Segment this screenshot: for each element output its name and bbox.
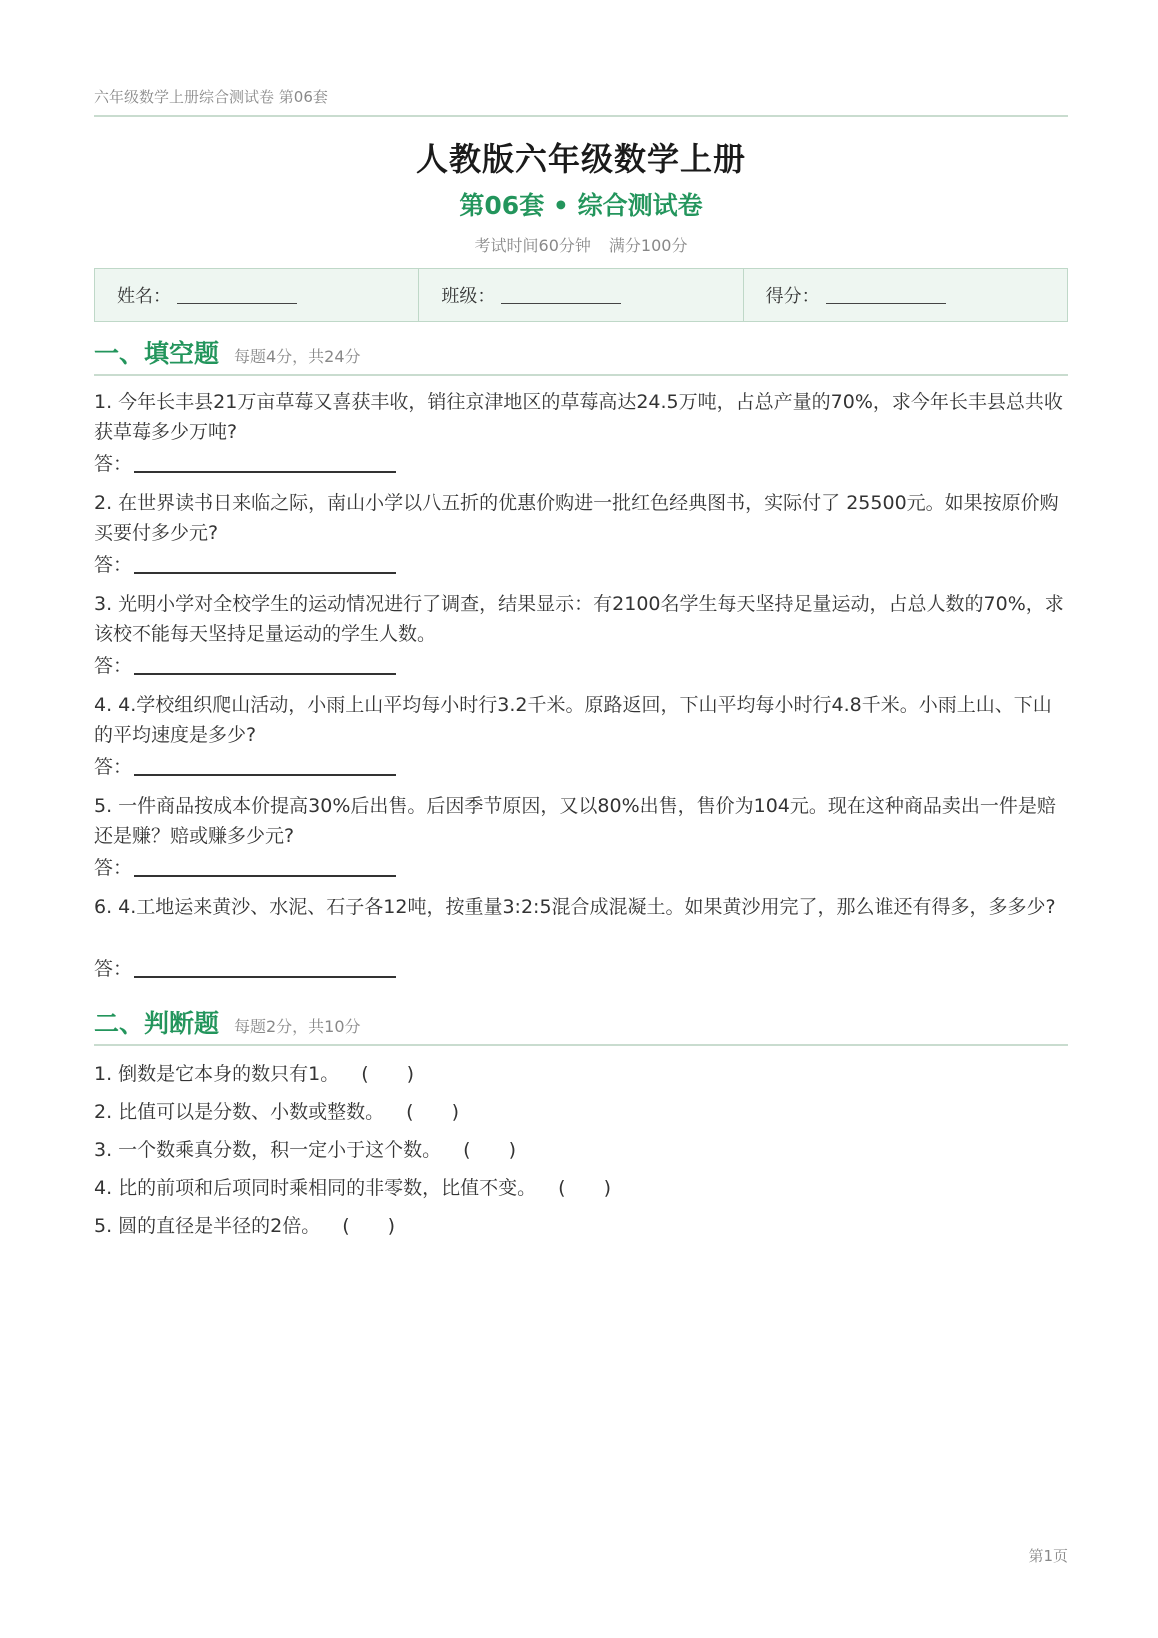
judge-answer-paren[interactable]: ( ) bbox=[558, 1177, 611, 1199]
header-divider bbox=[94, 115, 1068, 117]
answer-blank[interactable] bbox=[134, 875, 396, 877]
judge-answer-paren[interactable]: ( ) bbox=[463, 1139, 516, 1161]
judge-statement: 3. 一个数乘真分数，积一定小于这个数。 bbox=[94, 1139, 442, 1161]
exam-info bbox=[94, 233, 1068, 256]
answer-blank[interactable] bbox=[134, 673, 396, 675]
answer-row[interactable] bbox=[94, 752, 132, 779]
question-item: 3. 光明小学对全校学生的运动情况进行了调查，结果显示：有2100名学生每天坚持足量运动，占总人数的70%，求该校不能每天坚持足量运动的学生人数。 bbox=[94, 593, 1064, 645]
judge-item bbox=[94, 1059, 414, 1086]
page-number: 第1页 bbox=[1028, 1547, 1068, 1565]
judge-answer-paren[interactable]: ( ) bbox=[342, 1215, 396, 1237]
question-item: 4. 4.学校组织爬山活动，小雨上山平均每小时行3.2千米。原路返回，下山平均每小时行4.8千米。小雨上山、下山的平均速度是多少? bbox=[94, 694, 1052, 746]
score-field[interactable] bbox=[743, 269, 1067, 321]
answer-label: 答： bbox=[94, 958, 133, 980]
answer-row[interactable] bbox=[94, 550, 132, 577]
page-subtitle: 第06套 • 综合测试卷 bbox=[459, 191, 703, 220]
student-info-box bbox=[94, 268, 1068, 322]
name-field[interactable] bbox=[95, 269, 418, 321]
judge-answer-paren[interactable]: ( ) bbox=[361, 1063, 415, 1085]
answer-label: 答： bbox=[94, 655, 133, 677]
score-blank[interactable] bbox=[826, 303, 946, 304]
answer-blank[interactable] bbox=[134, 774, 396, 776]
score-label: 得分： bbox=[765, 286, 820, 307]
judge-item bbox=[94, 1173, 611, 1200]
judge-statement: 4. 比的前项和后项同时乘相同的非零数，比值不变。 bbox=[94, 1177, 537, 1199]
answer-row[interactable] bbox=[94, 449, 132, 476]
judge-statement: 5. 圆的直径是半径的2倍。 bbox=[94, 1215, 321, 1237]
name-label: 姓名： bbox=[117, 286, 171, 307]
answer-row[interactable] bbox=[94, 954, 132, 981]
answer-blank[interactable] bbox=[134, 572, 396, 574]
answer-label: 答： bbox=[94, 857, 133, 879]
question-item: 6. 4.工地运来黄沙、水泥、石子各12吨，按重量3:2:5混合成混凝土。如果黄沙用完了，那么谁还有得多，多多少? bbox=[94, 896, 1056, 918]
judge-statement: 1. 倒数是它本身的数只有1。 bbox=[94, 1063, 340, 1085]
question-item: 2. 在世界读书日来临之际，南山小学以八五折的优惠价购进一批红色经典图书，实际付了 25500元。如果按原价购买要付多少元? bbox=[94, 492, 1059, 544]
class-field[interactable] bbox=[418, 269, 742, 321]
section-true-false-header bbox=[94, 1004, 1068, 1046]
section-note: 每题4分，共24分 bbox=[234, 347, 361, 366]
section-title: 二、判断题 bbox=[94, 1009, 220, 1038]
page-title: 人教版六年级数学上册 bbox=[415, 140, 746, 178]
judge-item bbox=[94, 1135, 516, 1162]
judge-statement: 2. 比值可以是分数、小数或整数。 bbox=[94, 1101, 385, 1123]
class-blank[interactable] bbox=[501, 303, 621, 304]
answer-label: 答： bbox=[94, 756, 133, 778]
answer-label: 答： bbox=[94, 453, 133, 475]
judge-item bbox=[94, 1211, 395, 1238]
question-item: 5. 一件商品按成本价提高30%后出售。后因季节原因，又以80%出售，售价为104元。现在这种商品卖出一件是赔还是赚？赔或赚多少元? bbox=[94, 795, 1056, 847]
class-label: 班级： bbox=[441, 286, 496, 307]
judge-answer-paren[interactable]: ( ) bbox=[406, 1101, 459, 1123]
question-item: 1. 今年长丰县21万亩草莓又喜获丰收，销往京津地区的草莓高达24.5万吨，占总产量的70%，求今年长丰县总共收获草莓多少万吨? bbox=[94, 391, 1063, 443]
running-header: 六年级数学上册综合测试卷 第06套 bbox=[94, 88, 328, 106]
answer-row[interactable] bbox=[94, 651, 132, 678]
section-note: 每题2分，共10分 bbox=[234, 1017, 361, 1036]
answer-row[interactable] bbox=[94, 853, 132, 880]
section-title: 一、填空题 bbox=[94, 339, 220, 368]
judge-item bbox=[94, 1097, 459, 1124]
exam-page bbox=[94, 0, 1068, 1638]
section-fill-in-header bbox=[94, 334, 1068, 376]
name-blank[interactable] bbox=[177, 303, 297, 304]
exam-time: 考试时间60分钟 bbox=[474, 236, 591, 255]
answer-blank[interactable] bbox=[134, 976, 396, 978]
answer-label: 答： bbox=[94, 554, 133, 576]
exam-full-score: 满分100分 bbox=[608, 236, 688, 255]
answer-blank[interactable] bbox=[134, 471, 396, 473]
